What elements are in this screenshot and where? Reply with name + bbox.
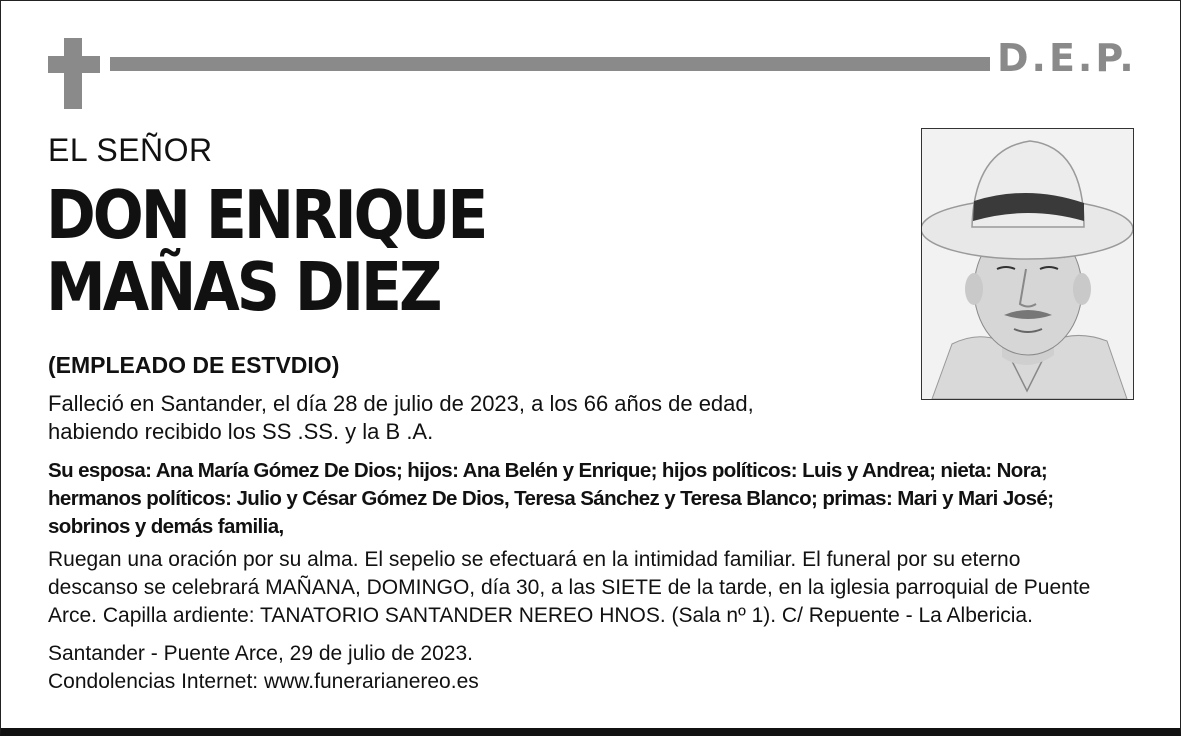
service-line-3: Arce. Capilla ardiente: TANATORIO SANTANDER NEREO HNOS. (Sala nº 1). C/ Repuente - La Albericia.	[48, 604, 1033, 627]
death-notice-line-2: habiendo recibido los SS .SS. y la B .A.	[48, 419, 434, 444]
service-line-2: descanso se celebrará MAÑANA, DOMINGO, día 30, a las SIETE de la tarde, en la iglesia parroquial de Puente	[48, 576, 1091, 599]
honorific: EL SEÑOR	[48, 132, 213, 168]
portrait-illustration	[922, 129, 1133, 399]
place-date: Santander - Puente Arce, 29 de julio de 2023.	[48, 642, 473, 665]
header-rule	[110, 57, 990, 71]
dep-abbreviation: D.E.P.	[997, 36, 1137, 80]
service-line-1: Ruegan una oración por su alma. El sepelio se efectuará en la intimidad familiar. El funeral por su eterno	[48, 548, 1021, 571]
name-line-2: MAÑAS DIEZ	[46, 248, 440, 327]
occupation: (EMPLEADO DE ESTVDIO)	[48, 352, 340, 378]
name-line-1: DON ENRIQUE	[46, 176, 486, 256]
condolences-link[interactable]: Condolencias Internet: www.funerarianereo.es	[48, 670, 479, 693]
portrait-photo	[921, 128, 1134, 400]
family-list: Su esposa: Ana María Gómez De Dios; hijos: Ana Belén y Enrique; hijos políticos: Luis y Andrea; nieta: Nora; hermanos políticos: Julio y César Gómez De Dios, Teresa Sánchez y Teresa Blanco; primas: Mari y Mari José; sobrinos y demás familia,	[48, 459, 1054, 538]
death-notice	[48, 390, 754, 446]
deceased-name	[46, 176, 486, 327]
service-notice	[48, 546, 1158, 630]
death-notice-line-1: Falleció en Santander, el día 28 de julio de 2023, a los 66 años de edad,	[48, 391, 754, 416]
latin-cross-icon	[48, 38, 100, 109]
footer	[48, 640, 479, 696]
